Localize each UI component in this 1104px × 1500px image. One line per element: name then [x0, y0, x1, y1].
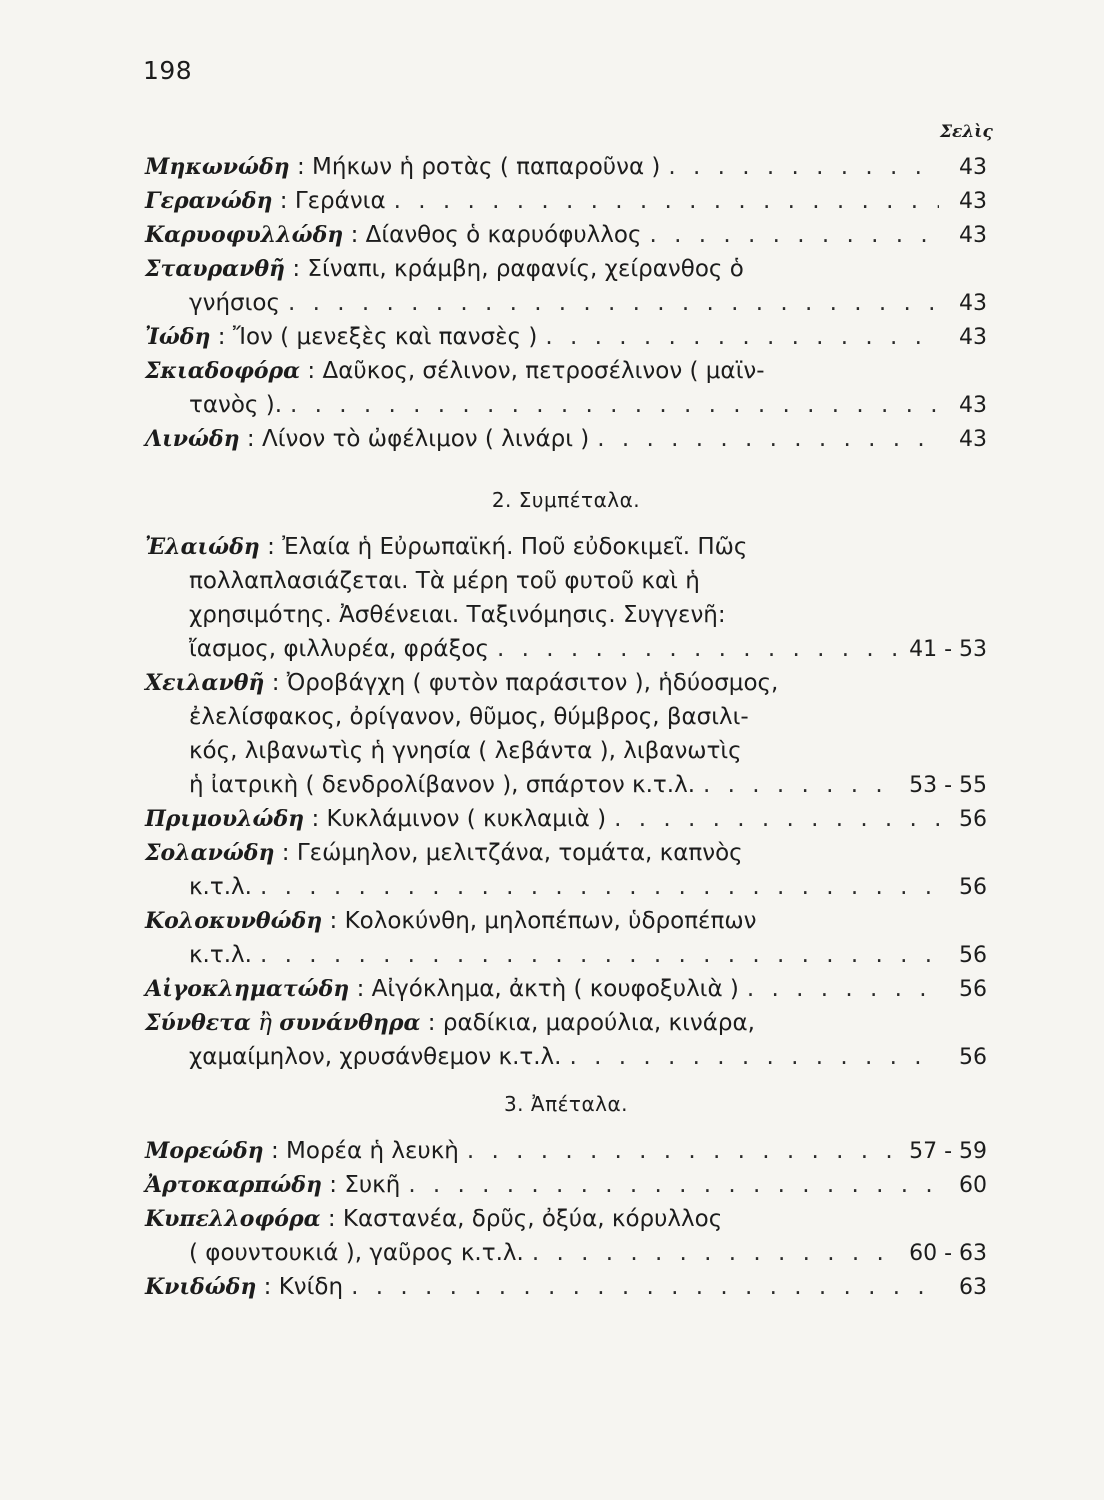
page-ref: 56 [959, 977, 987, 1002]
entry-description: Συκῆ [344, 1172, 401, 1198]
entry-first-line [145, 904, 987, 938]
page-ref: 43 [959, 427, 987, 452]
entry-first-line [145, 1270, 987, 1304]
entry-continuation-line [145, 870, 987, 904]
entry-description: γνήσιος [189, 290, 280, 316]
index-entries [145, 150, 987, 1304]
entry-first-line [145, 422, 987, 456]
index-entry [145, 802, 987, 836]
page-ref: 53 - 55 [909, 773, 987, 798]
index-entry [145, 1168, 987, 1202]
page-ref: 56 [959, 875, 987, 900]
separator-colon: : [322, 908, 345, 934]
entry-description: κ.τ.λ. [189, 942, 252, 968]
leader-dots [545, 320, 939, 354]
entry-continuation-line [145, 700, 987, 734]
page-ref: 56 [959, 1045, 987, 1070]
family-name-alt: συνάνθηρα [279, 1010, 421, 1036]
family-name: Καρυοφυλλώδη [145, 222, 344, 248]
entry-description: χαμαίμηλον, χρυσάνθεμον κ.τ.λ. [189, 1044, 562, 1070]
entry-description: κ.τ.λ. [189, 874, 252, 900]
page-ref: 43 [959, 189, 987, 214]
leader-dots [351, 1270, 939, 1304]
entry-first-line [145, 1202, 987, 1236]
entry-description: Δίανθος ὁ καρυόφυλλος [365, 222, 642, 248]
family-name: Μορεώδη [145, 1138, 264, 1164]
entry-continuation-line [145, 938, 987, 972]
entry-description: πολλαπλασιάζεται. Τὰ μέρη τοῦ φυτοῦ καὶ ἡ [189, 568, 700, 594]
entry-description: Ὀροβάγχη ( φυτὸν παράσιτον ), ἡδύοσμος, [286, 670, 779, 696]
leader-dots [394, 184, 939, 218]
entry-description: Ἴον ( μενεξὲς καὶ πανσὲς ) [232, 324, 538, 350]
family-name: Σύνθετα [145, 1010, 251, 1036]
entry-description: Γεώμηλον, μελιτζάνα, τομάτα, καπνὸς [296, 840, 743, 866]
leader-dots [747, 972, 939, 1006]
entry-description: ἡ ἰατρικὴ ( δενδρολίβανον ), σπάρτον κ.τ.λ. [189, 772, 695, 798]
entry-first-line [145, 1134, 987, 1168]
entry-continuation-line [145, 388, 987, 422]
entry-description: Λίνον τὸ ὠφέλιμον ( λινάρι ) [261, 426, 590, 452]
index-entry [145, 184, 987, 218]
entry-first-line [145, 218, 987, 252]
separator-colon: : [272, 188, 295, 214]
section-title: 3. Ἀπέταλα. [503, 1092, 629, 1116]
index-entry [145, 836, 987, 904]
index-entry [145, 1006, 987, 1074]
page-ref: 43 [959, 393, 987, 418]
leader-dots [614, 802, 939, 836]
entry-continuation-line [145, 564, 987, 598]
leader-dots [532, 1236, 901, 1270]
entry-description: ραδίκια, μαρούλια, κινάρα, [442, 1010, 755, 1036]
page-ref: 41 - 53 [909, 637, 987, 662]
entry-description: Γεράνια [294, 188, 386, 214]
family-name: Γερανώδη [145, 188, 273, 214]
page-ref: 43 [959, 325, 987, 350]
entry-continuation-line [145, 768, 987, 802]
family-name: Κολοκυνθώδη [145, 908, 323, 934]
leader-dots [703, 768, 901, 802]
entry-description: Καστανέα, δρῦς, ὀξύα, κόρυλλος [342, 1206, 723, 1232]
page-ref: 60 [959, 1173, 987, 1198]
index-entry [145, 354, 987, 422]
family-name: Λινώδη [145, 426, 240, 452]
index-entry [145, 320, 987, 354]
leader-dots [260, 938, 939, 972]
entry-description: Κυκλάμινον ( κυκλαμιὰ ) [326, 806, 607, 832]
separator-colon: : [256, 1274, 279, 1300]
family-name: Πριμουλώδη [145, 806, 305, 832]
index-entry [145, 972, 987, 1006]
page-ref: 56 [959, 943, 987, 968]
leader-dots [569, 1040, 939, 1074]
entry-first-line [145, 972, 987, 1006]
page-ref: 43 [959, 291, 987, 316]
index-entry [145, 530, 987, 666]
entry-first-line [145, 354, 987, 388]
family-name: Μηκωνώδη [145, 154, 290, 180]
index-entry [145, 150, 987, 184]
entry-description: Κνίδη [278, 1274, 344, 1300]
separator-colon: : [289, 154, 313, 180]
page-ref: 60 - 63 [909, 1241, 987, 1266]
page-ref: 56 [959, 807, 987, 832]
entry-first-line [145, 252, 987, 286]
entry-description: ἐλελίσφακος, ὀρίγανον, θῦμος, θύμβρος, βασιλι- [189, 704, 749, 730]
separator-colon: : [274, 840, 297, 866]
family-name: Σταυρανθῆ [145, 256, 286, 282]
page-ref: 57 - 59 [909, 1139, 987, 1164]
family-name: Σκιαδοφόρα [145, 358, 301, 384]
entry-description: Μήκων ἡ ροτὰς ( παπαροῦνα ) [312, 154, 661, 180]
connector-word: ἢ [250, 1010, 280, 1036]
family-name: Ἰώδη [145, 324, 211, 350]
separator-colon: : [210, 324, 233, 350]
separator-colon: : [343, 222, 366, 248]
separator-colon: : [259, 534, 283, 560]
entry-description: Σίναπι, κράμβη, ραφανίς, χείρανθος ὁ [307, 256, 744, 282]
family-name: Κνιδώδη [145, 1274, 257, 1300]
leader-dots [288, 286, 939, 320]
entry-first-line [145, 1168, 987, 1202]
entry-description: Μορέα ἡ λευκὴ [286, 1138, 459, 1164]
separator-colon: : [263, 1138, 287, 1164]
separator-colon: : [304, 806, 327, 832]
entry-description: ( φουντουκιά ), γαῦρος κ.τ.λ. [189, 1240, 524, 1266]
entry-description: Ἐλαία ἡ Εὐρωπαϊκή. Ποῦ εὐδοκιμεῖ. Πῶς [282, 534, 748, 560]
family-name: Αἰγοκληματώδη [145, 976, 350, 1002]
index-entry [145, 1270, 987, 1304]
leader-dots [290, 388, 939, 422]
leader-dots [649, 218, 939, 252]
separator-colon: : [321, 1172, 345, 1198]
column-header-page: Σελὶς [940, 122, 993, 142]
entry-first-line [145, 320, 987, 354]
index-entry [145, 904, 987, 972]
page-ref: 63 [959, 1275, 987, 1300]
separator-colon: : [239, 426, 262, 452]
page-ref: 43 [959, 223, 987, 248]
entry-continuation-line [145, 286, 987, 320]
entry-continuation-line [145, 1040, 987, 1074]
leader-dots [597, 422, 939, 456]
separator-colon: : [285, 256, 308, 282]
entry-continuation-line [145, 632, 987, 666]
index-entry [145, 422, 987, 456]
separator-colon: : [349, 976, 372, 1002]
entry-description: τανὸς ). [189, 392, 283, 418]
entry-first-line [145, 666, 987, 700]
separator-colon: : [320, 1206, 343, 1232]
family-name: Χειλανθῆ [145, 670, 265, 696]
page-ref: 43 [959, 155, 987, 180]
separator-colon: : [264, 670, 287, 696]
entry-continuation-line [145, 598, 987, 632]
leader-dots [668, 150, 939, 184]
entry-first-line [145, 530, 987, 564]
family-name: Ἀρτοκαρπώδη [145, 1172, 322, 1198]
entry-description: Αἰγόκλημα, ἀκτὴ ( κουφοξυλιὰ ) [371, 976, 739, 1002]
entry-first-line [145, 184, 987, 218]
entry-description: κός, λιβανωτὶς ἡ γνησία ( λεβάντα ), λιβανωτὶς [189, 738, 742, 764]
family-name: Ἐλαιώδη [145, 534, 260, 560]
family-name: Κυπελλοφόρα [145, 1206, 321, 1232]
index-entry [145, 218, 987, 252]
leader-dots [408, 1168, 939, 1202]
entry-first-line [145, 1006, 987, 1040]
entry-first-line [145, 802, 987, 836]
entry-description: Κολοκύνθη, μηλοπέπων, ὑδροπέπων [344, 908, 757, 934]
leader-dots [497, 632, 901, 666]
leader-dots [467, 1134, 901, 1168]
section-title: 2. Συμπέταλα. [491, 488, 641, 512]
index-entry [145, 1134, 987, 1168]
leader-dots [260, 870, 939, 904]
entry-continuation-line [145, 1236, 987, 1270]
page-number: 198 [143, 56, 193, 85]
separator-colon: : [420, 1010, 443, 1036]
separator-colon: : [300, 358, 323, 384]
index-entry [145, 666, 987, 802]
entry-first-line [145, 836, 987, 870]
index-entry [145, 1202, 987, 1270]
index-entry [145, 252, 987, 320]
entry-first-line [145, 150, 987, 184]
entry-description: χρησιμότης. Ἀσθένειαι. Ταξινόμησις. Συγγενῆ: [189, 602, 726, 628]
family-name: Σολανώδη [145, 840, 275, 866]
entry-description: Δαῦκος, σέλινον, πετροσέλινον ( μαϊν- [322, 358, 765, 384]
entry-description: ἴασμος, φιλλυρέα, φράξος [189, 636, 489, 662]
entry-continuation-line [145, 734, 987, 768]
